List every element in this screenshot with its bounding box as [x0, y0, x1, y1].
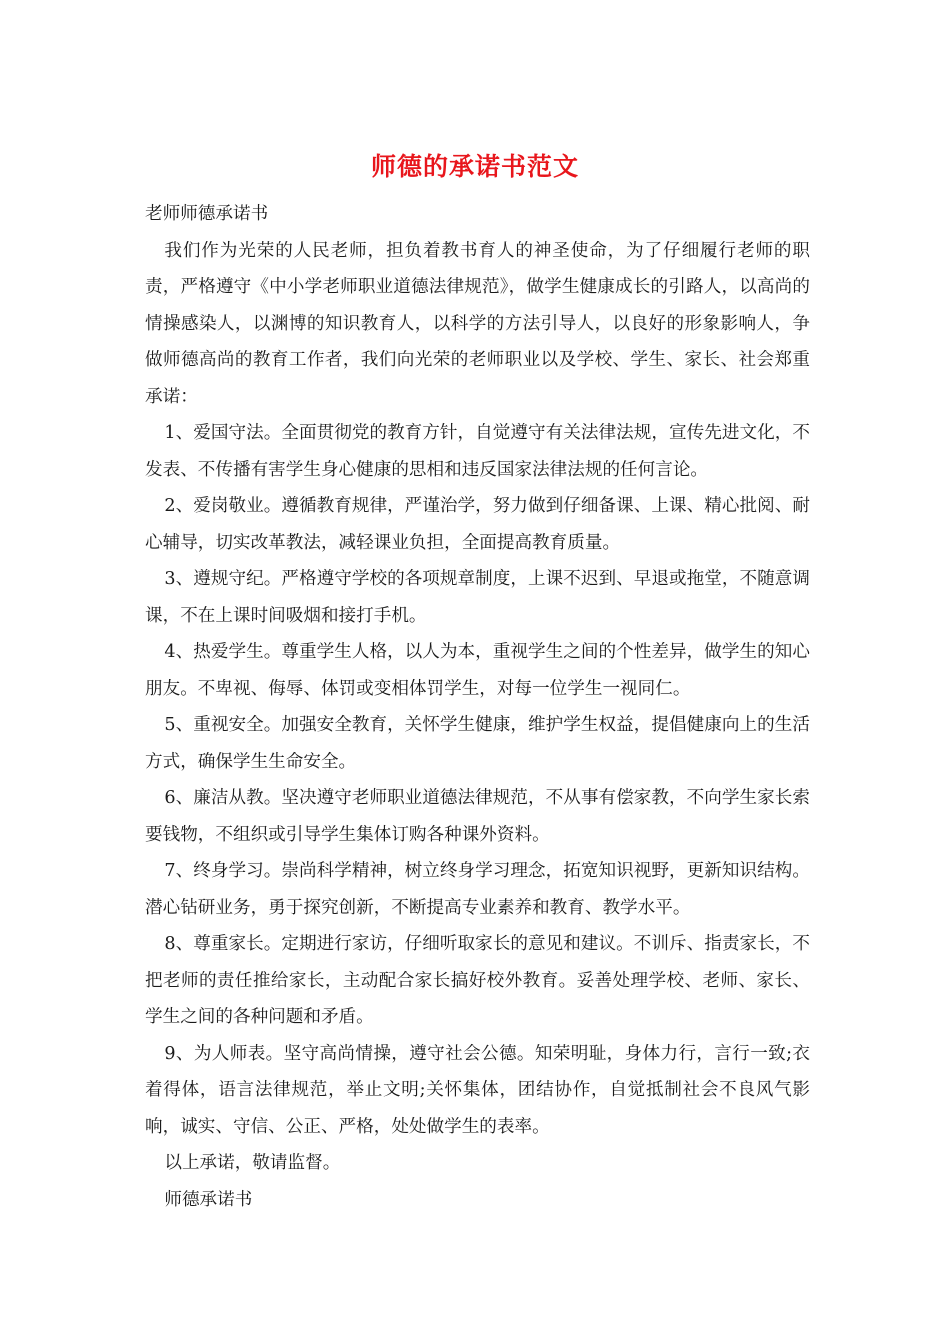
- promise-item: 2、爱岗敬业。遵循教育规律，严谨治学，努力做到仔细备课、上课、精心批阅、耐心辅导，切实改革教法，减轻课业负担，全面提高教育质量。: [145, 496, 810, 553]
- promise-item: 9、为人师表。坚守高尚情操，遵守社会公德。知荣明耻，身体力行，言行一致;衣着得体，语言法律规范，举止文明;关怀集体，团结协作，自觉抵制社会不良风气影响，诚实、守信、公正、严格，处处做学生的表率。: [145, 1043, 810, 1137]
- subtitle: 老师师德承诺书: [145, 204, 269, 224]
- closing-line: 以上承诺，敬请监督。: [164, 1153, 341, 1173]
- document-title: 师德的承诺书范文: [370, 152, 579, 181]
- document-body: [145, 196, 810, 1218]
- promise-item: 4、热爱学生。尊重学生人格，以人为本，重视学生之间的个性差异，做学生的知心朋友。不卑视、侮辱、体罚或变相体罚学生，对每一位学生一视同仁。: [145, 642, 810, 699]
- promise-item: 1、爱国守法。全面贯彻党的教育方针，自觉遵守有关法律法规，宣传先进文化，不发表、不传播有害学生身心健康的思相和违反国家法律法规的任何言论。: [145, 423, 810, 480]
- promise-item: 3、遵规守纪。严格遵守学校的各项规章制度，上课不迟到、早退或拖堂，不随意调课，不在上课时间吸烟和接打手机。: [145, 569, 810, 626]
- footer-heading: 师德承诺书: [164, 1189, 253, 1210]
- promise-item: 6、廉洁从教。坚决遵守老师职业道德法律规范，不从事有偿家教，不向学生家长索要钱物，不组织或引导学生集体订购各种课外资料。: [145, 788, 810, 845]
- promise-item: 5、重视安全。加强安全教育，关怀学生健康，维护学生权益，提倡健康向上的生活方式，确保学生生命安全。: [145, 715, 810, 772]
- intro-paragraph: 我们作为光荣的人民老师，担负着教书育人的神圣使命，为了仔细履行老师的职责，严格遵守《中小学老师职业道德法律规范》，做学生健康成长的引路人，以高尚的情操感染人，以渊博的知识教育人，以科学的方法引导人，以良好的形象影响人，争做师德高尚的教育工作者，我们向光荣的老师职业以及学校、学生、家长、社会郑重承诺：: [145, 240, 810, 407]
- promise-item: 7、终身学习。崇尚科学精神，树立终身学习理念，拓宽知识视野，更新知识结构。潜心钻研业务，勇于探究创新，不断提高专业素养和教育、教学水平。: [145, 861, 810, 918]
- promise-item: 8、尊重家长。定期进行家访，仔细听取家长的意见和建议。不训斥、指责家长，不把老师的责任推给家长，主动配合家长搞好校外教育。妥善处理学校、老师、家长、学生之间的各种问题和矛盾。: [145, 934, 810, 1027]
